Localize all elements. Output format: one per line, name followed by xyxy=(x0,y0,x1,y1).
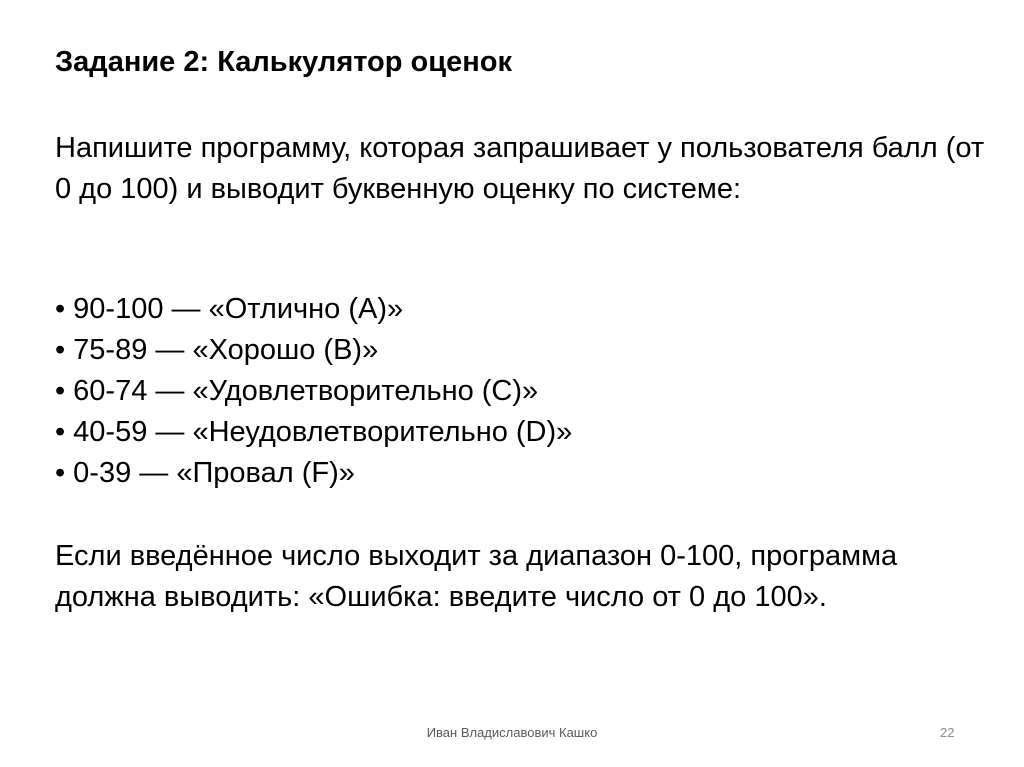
bullet-icon: • xyxy=(55,457,66,489)
bullet-icon: • xyxy=(55,334,66,366)
criterion-text: 0-39 — «Провал (F)» xyxy=(73,457,355,489)
page-number: 22 xyxy=(940,725,955,740)
criterion-text: 60-74 — «Удовлетворительно (C)» xyxy=(73,375,539,407)
error-requirement: Если введённое число выходит за диапазон 0-100, программа должна выводить: «Ошибка: введите число от 0 до 100». xyxy=(55,540,898,613)
grade-criteria-list xyxy=(55,289,572,494)
bullet-icon: • xyxy=(55,293,66,325)
list-item xyxy=(55,412,572,453)
list-item xyxy=(55,330,572,371)
bullet-icon: • xyxy=(55,375,66,407)
footer-author: Иван Владиславович Кашко xyxy=(426,725,598,740)
task-description: Напишите программу, которая запрашивает у пользователя балл (от 0 до 100) и выводит буквенную оценку по системе: xyxy=(55,132,985,205)
list-item xyxy=(55,453,572,494)
criterion-text: 90-100 — «Отлично (A)» xyxy=(73,293,404,325)
criterion-text: 40-59 — «Неудовлетворительно (D)» xyxy=(73,416,573,448)
criterion-text: 75-89 — «Хорошо (B)» xyxy=(73,334,379,366)
list-item xyxy=(55,289,572,330)
slide-title: Задание 2: Калькулятор оценок xyxy=(55,46,512,78)
list-item xyxy=(55,371,572,412)
bullet-icon: • xyxy=(55,416,66,448)
